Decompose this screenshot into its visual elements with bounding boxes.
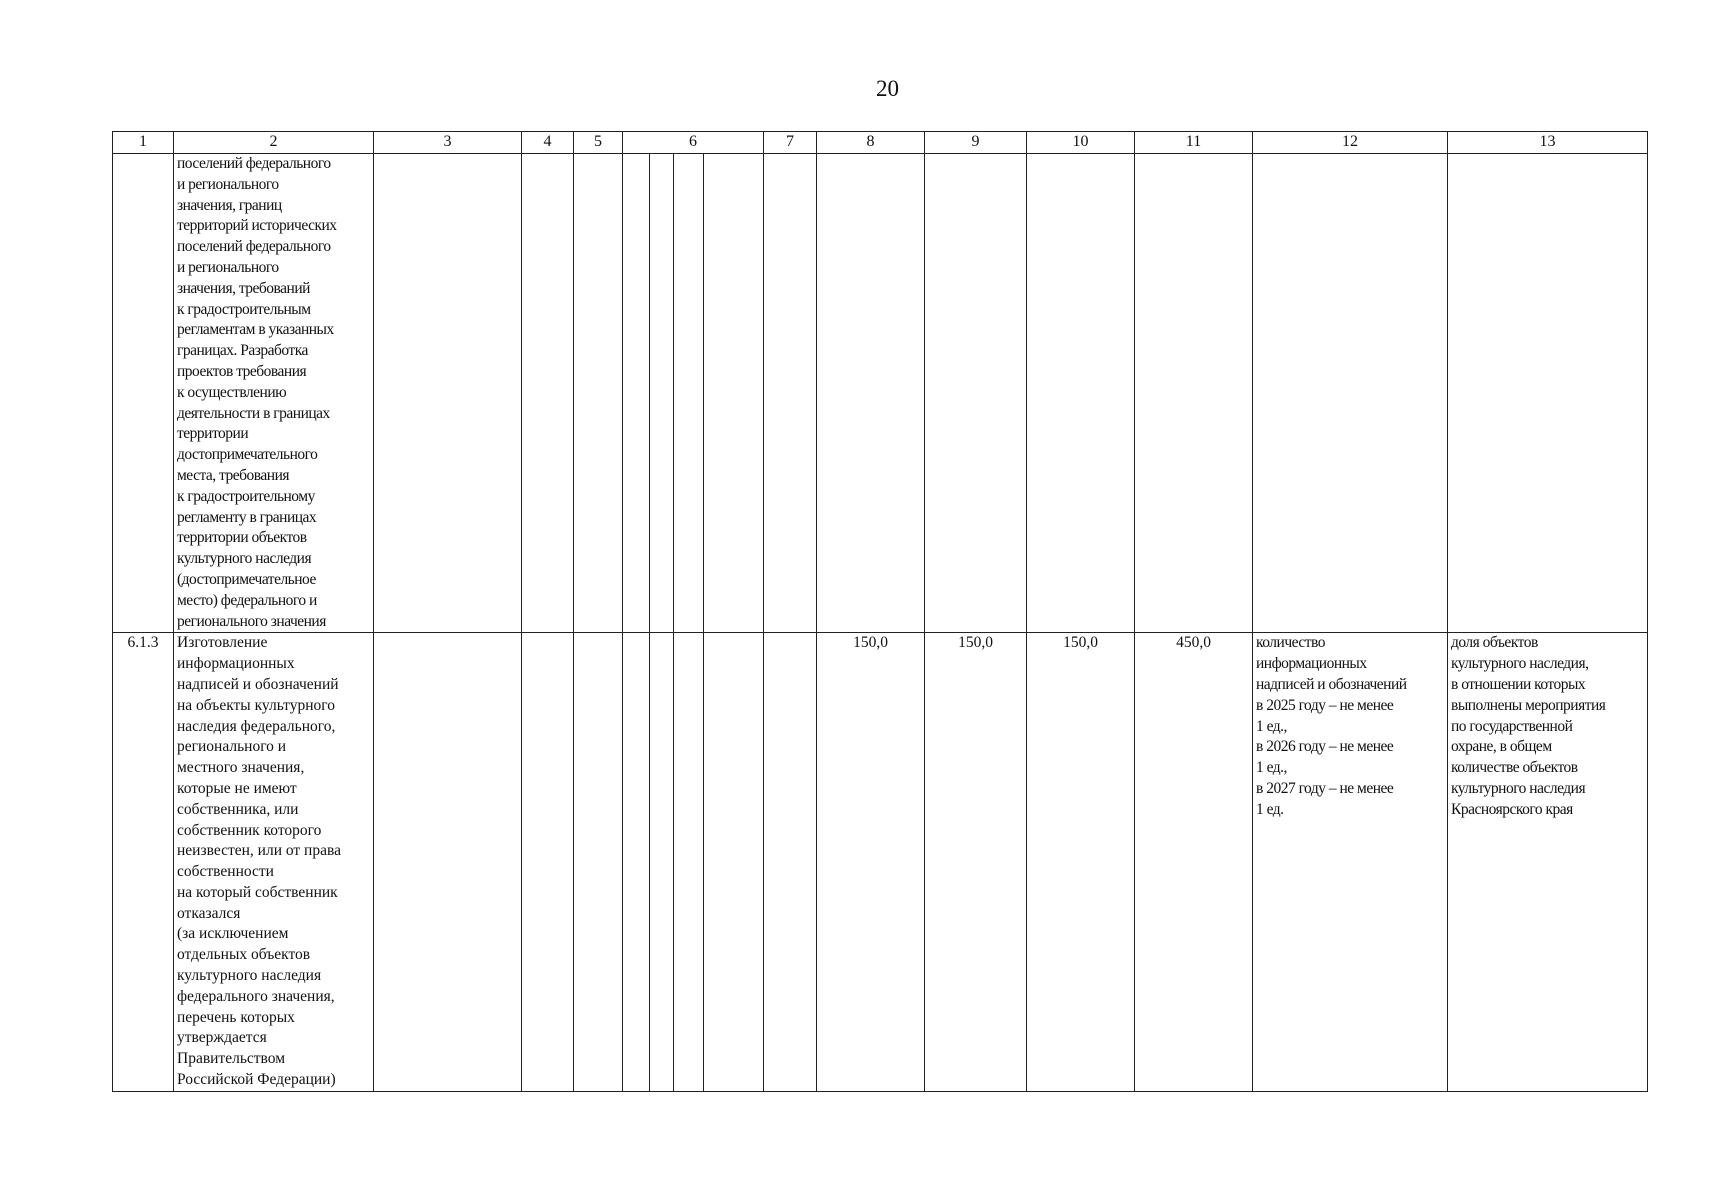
cell-col-12: количество информационных надписей и обозначений в 2025 году – не менее 1 ед., в 2026 году – не менее 1 ед., в 2027 году – не менее 1 ед. <box>1253 633 1448 1092</box>
cell-col-9: 150,0 <box>925 633 1027 1092</box>
col-header-13: 13 <box>1448 132 1648 154</box>
cell-col-5 <box>574 154 623 633</box>
cell-col-7 <box>764 154 817 633</box>
row-number <box>113 154 174 633</box>
table-row <box>113 154 1648 633</box>
cell-col-11 <box>1135 154 1253 633</box>
col-header-1: 1 <box>113 132 174 154</box>
col-header-9: 9 <box>925 132 1027 154</box>
cell-col-6 <box>623 633 764 1092</box>
page-number: 20 <box>876 76 899 101</box>
cell-col-13: доля объектов культурного наследия, в отношении которых выполнены мероприятия по государственной охране, в общем количестве объектов культурного наследия Красноярского края <box>1448 633 1648 1092</box>
col-6-subcells <box>623 633 763 1091</box>
col-header-6: 6 <box>623 132 764 154</box>
cell-col-9 <box>925 154 1027 633</box>
col-header-7: 7 <box>764 132 817 154</box>
table-row <box>113 633 1648 1092</box>
col-6-subcells <box>623 154 763 632</box>
cell-col-6 <box>623 154 764 633</box>
col-header-11: 11 <box>1135 132 1253 154</box>
cell-col-8 <box>817 154 925 633</box>
row-description: поселений федерального и регионального значения, границ территорий исторических поселений федерального и регионального значения, требований к градостроительным регламентам в указанных границах. Разработка проектов требования к осуществлению деятельности в границах территории достопримечательного места, требования к градостроительному регламенту в границах территории объектов культурного наследия (достопримечательное место) федерального и регионального значения <box>174 154 374 633</box>
cell-col-3 <box>374 633 522 1092</box>
cell-col-4 <box>522 154 574 633</box>
cell-col-12 <box>1253 154 1448 633</box>
col-header-8: 8 <box>817 132 925 154</box>
cell-col-10: 150,0 <box>1027 633 1135 1092</box>
program-table <box>112 131 1648 1092</box>
col-header-5: 5 <box>574 132 623 154</box>
cell-col-13 <box>1448 154 1648 633</box>
col-header-4: 4 <box>522 132 574 154</box>
col-header-3: 3 <box>374 132 522 154</box>
cell-col-7 <box>764 633 817 1092</box>
row-number: 6.1.3 <box>113 633 174 1092</box>
col-header-12: 12 <box>1253 132 1448 154</box>
row-description: Изготовление информационных надписей и обозначений на объекты культурного наследия федерального, регионального и местного значения, которые не имеют собственника, или собственник которого неизвестен, или от права собственности на который собственник отказался (за исключением отдельных объектов культурного наследия федерального значения, перечень которых утверждается Правительством Российской Федерации) <box>174 633 374 1092</box>
col-header-10: 10 <box>1027 132 1135 154</box>
cell-col-3 <box>374 154 522 633</box>
cell-col-11: 450,0 <box>1135 633 1253 1092</box>
cell-col-8: 150,0 <box>817 633 925 1092</box>
cell-col-5 <box>574 633 623 1092</box>
header-row <box>113 132 1648 154</box>
col-header-2: 2 <box>174 132 374 154</box>
cell-col-10 <box>1027 154 1135 633</box>
cell-col-4 <box>522 633 574 1092</box>
